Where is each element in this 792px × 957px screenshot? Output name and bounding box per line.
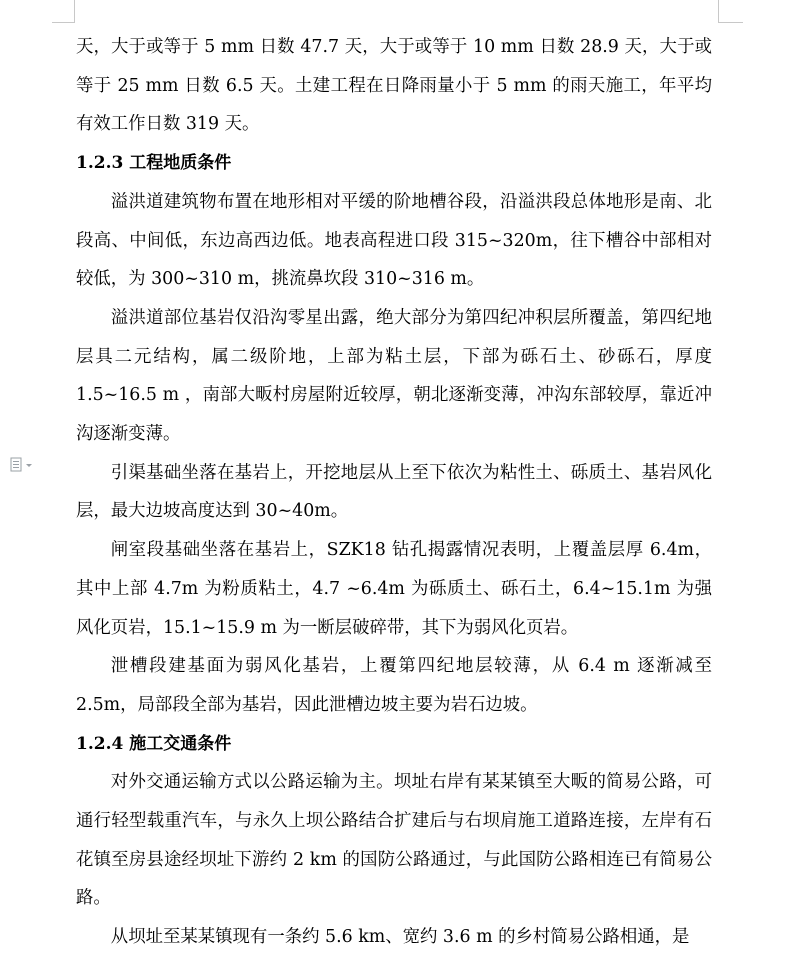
section-heading: 1.2.3 工程地质条件 bbox=[76, 153, 232, 174]
body-paragraph: 天，大于或等于 5 mm 日数 47.7 天，大于或等于 10 mm 日数 28.9 天，大于或等于 25 mm 日数 6.5 天。土建工程在日降雨量小于 5 mm 的雨天施工，年平均有效工作日数 319 天。 bbox=[76, 37, 712, 135]
body-paragraph: 引渠基础坐落在基岩上，开挖地层从上至下依次为粘性土、砾质土、基岩风化层，最大边坡高度达到 30~40m。 bbox=[76, 462, 712, 522]
body-paragraph: 溢洪道建筑物布置在地形相对平缓的阶地槽谷段，沿溢洪段总体地形是南、北段高、中间低，东边高西边低。地表高程进口段 315~320m，往下槽谷中部相对较低，为 300~310 m，挑流鼻坎段 310~316 m。 bbox=[76, 191, 712, 290]
body-paragraph: 溢洪道部位基岩仅沿沟零星出露，绝大部分为第四纪冲积层所覆盖，第四纪地层具二元结构，属二级阶地，上部为粘土层，下部为砾石土、砂砾石，厚度 1.5~16.5 m ，南部大畈村房屋附近较厚，朝北逐渐变薄，冲沟东部较厚，靠近冲沟逐渐变薄。 bbox=[76, 307, 712, 445]
crop-mark-top-right bbox=[718, 0, 743, 23]
section-heading: 1.2.4 施工交通条件 bbox=[76, 733, 232, 754]
body-paragraph: 从坝址至某某镇现有一条约 5.6 km、宽约 3.6 m 的乡村简易公路相通，是 bbox=[110, 927, 690, 948]
body-paragraph: 泄槽段建基面为弱风化基岩，上覆第四纪地层较薄，从 6.4 m 逐渐减至 2.5m，局部段全部为基岩，因此泄槽边坡主要为岩石边坡。 bbox=[76, 656, 712, 715]
document-body bbox=[76, 28, 712, 957]
body-paragraph: 对外交通运输方式以公路运输为主。坝址右岸有某某镇至大畈的简易公路，可通行轻型载重汽车，与永久上坝公路结合扩建后与右坝肩施工道路连接，左岸有石花镇至房县途经坝址下游约 2 km 的国防公路通过，与此国防公路相连已有简易公路。 bbox=[76, 772, 712, 909]
crop-mark-top-left bbox=[52, 0, 75, 23]
document-options-icon[interactable] bbox=[8, 456, 36, 474]
body-paragraph: 闸室段基础坐落在基岩上，SZK18 钻孔揭露情况表明，上覆盖层厚 6.4m，其中上部 4.7m 为粉质粘土，4.7 ~6.4m 为砾质土、砾石土，6.4~15.1m 为强风化页岩，15.1~15.9 m 为一断层破碎带，其下为弱风化页岩。 bbox=[76, 540, 712, 638]
